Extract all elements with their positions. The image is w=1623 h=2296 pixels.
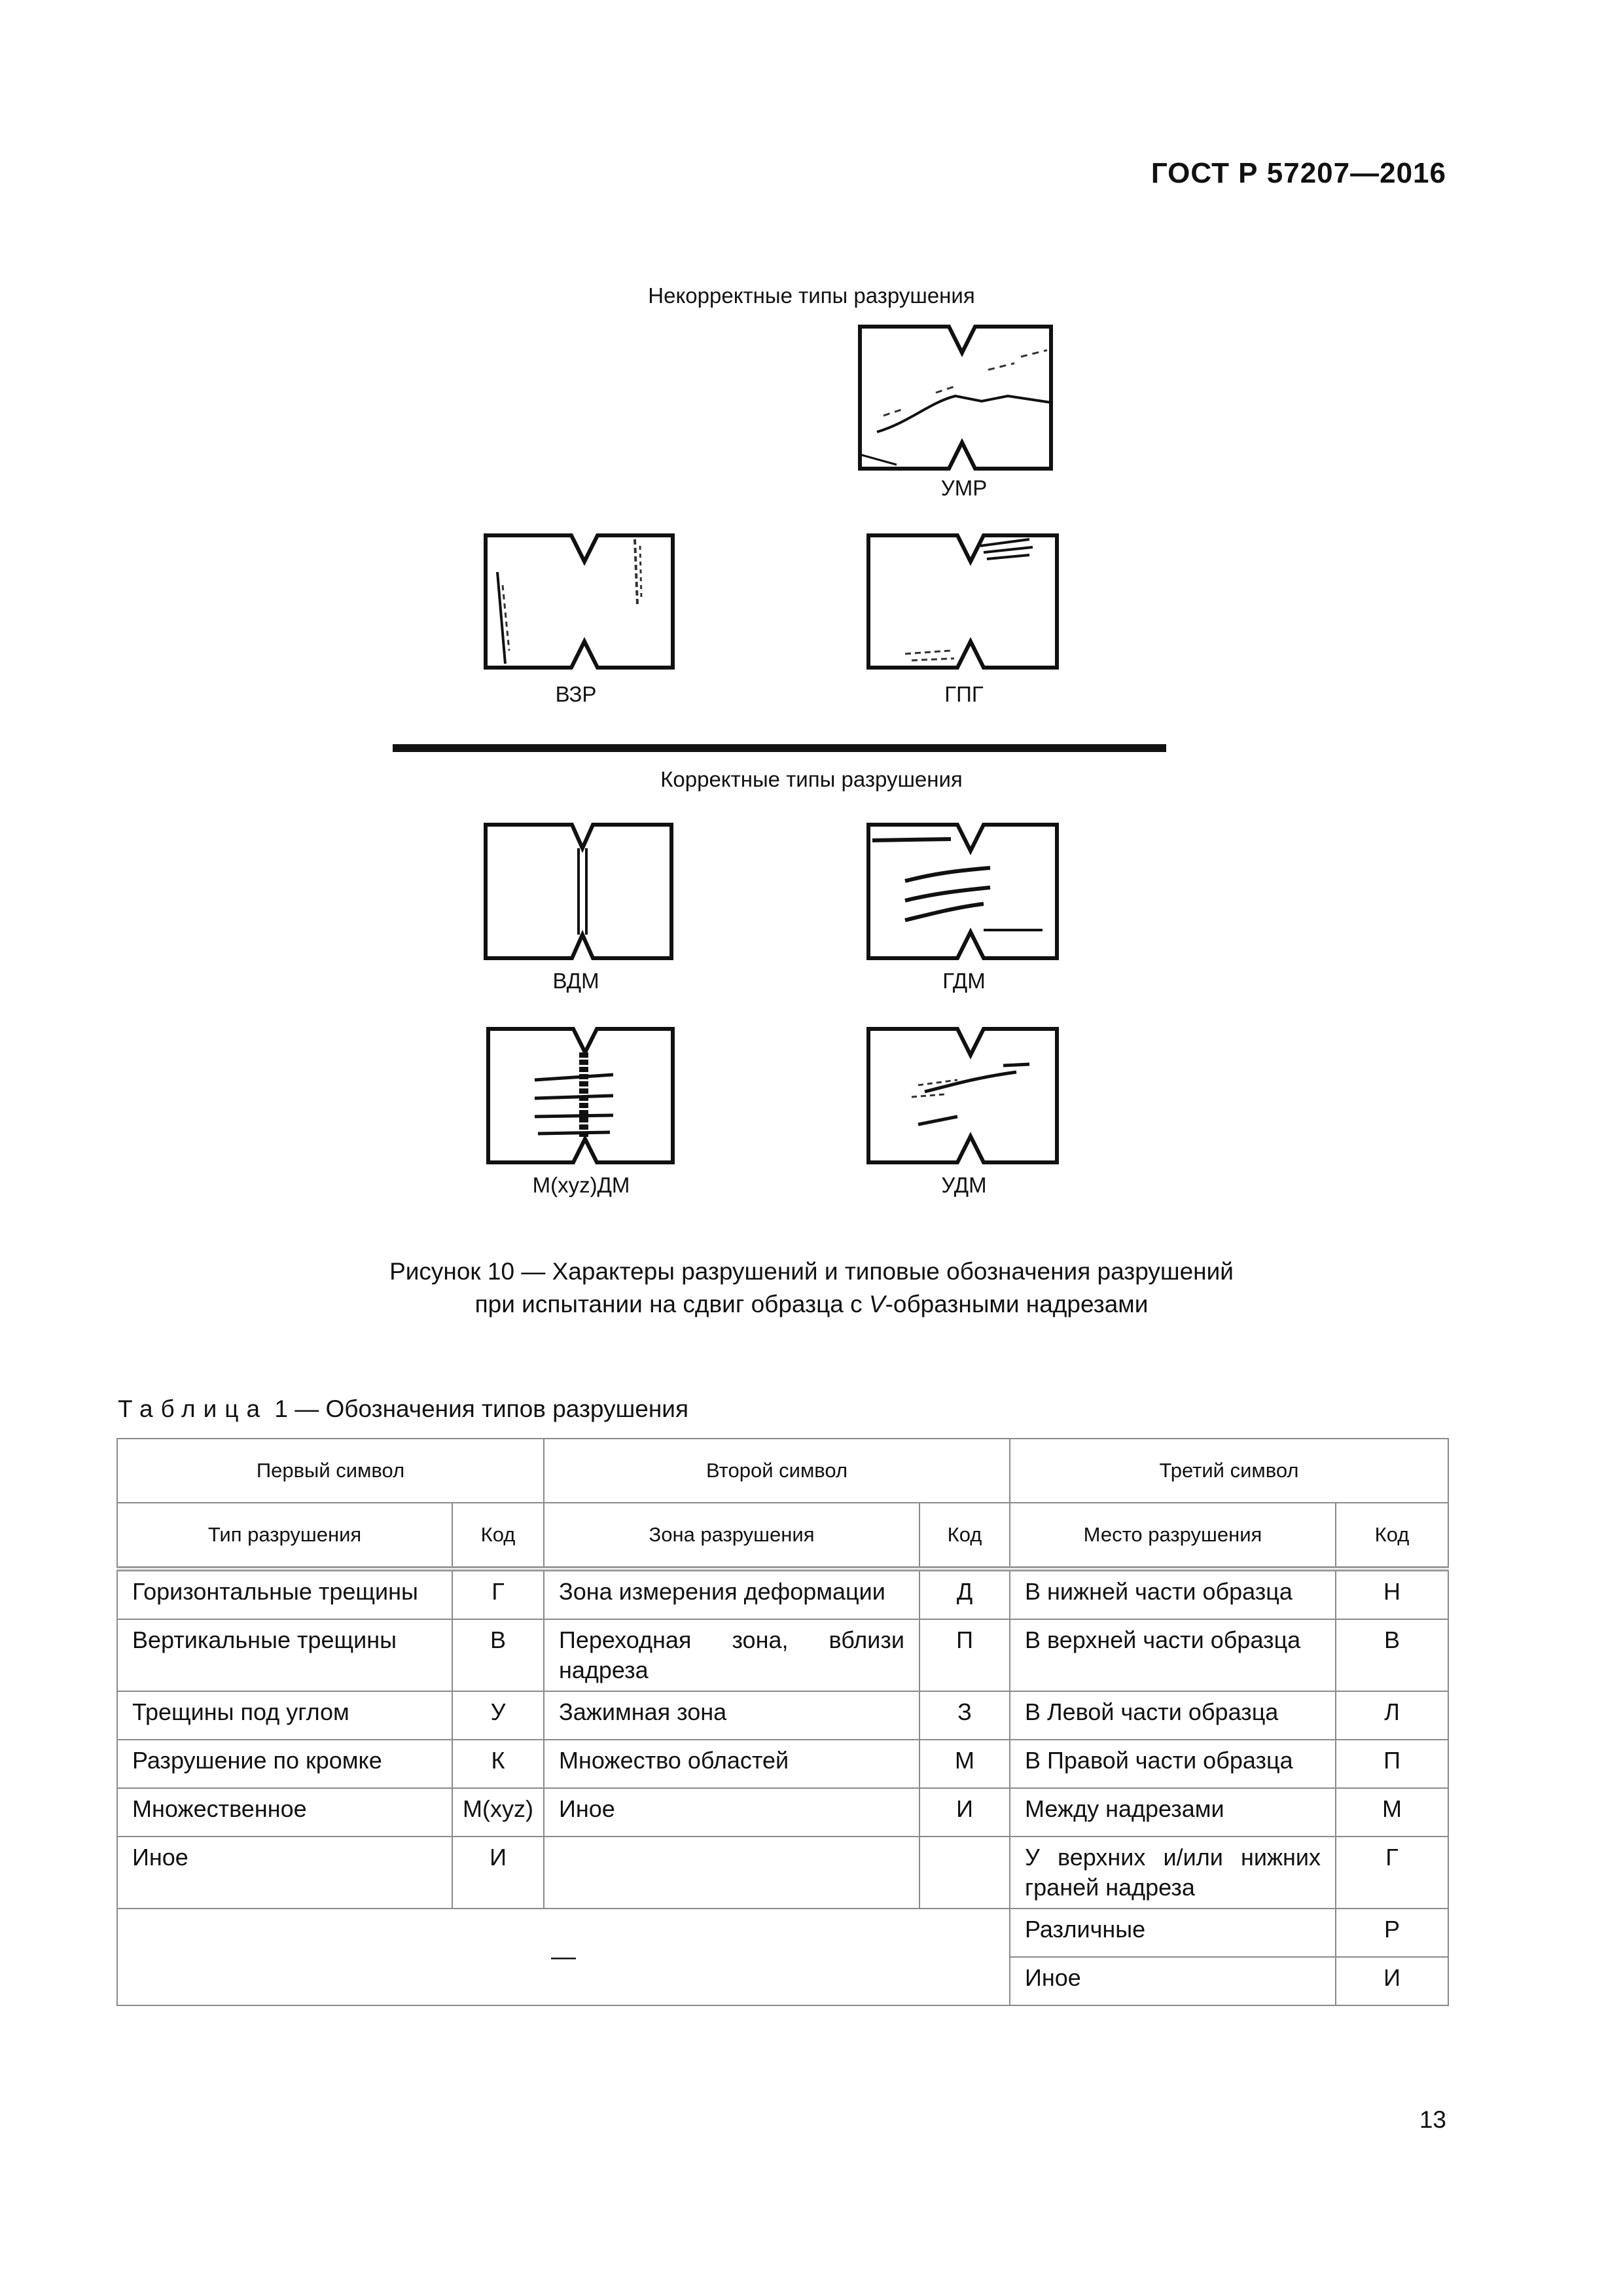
table-cell: И <box>1336 1957 1448 2005</box>
label-mxyzdm: М(xyz)ДМ <box>532 1173 630 1197</box>
specimen-gdm <box>866 822 1060 961</box>
figure-caption-line-1: Рисунок 10 — Характеры разрушений и типовые обозначения разрушений <box>389 1258 1234 1285</box>
table-row <box>117 1569 1448 1619</box>
table-cell: Зажимная зона <box>544 1691 919 1740</box>
specimen-mxyzdm <box>486 1026 675 1165</box>
table-cell: Разрушение по кромке <box>117 1740 452 1788</box>
column-header: Место разрушения <box>1010 1503 1336 1569</box>
table-row <box>117 1691 1448 1740</box>
table-cell: Горизонтальные трещины <box>117 1569 452 1619</box>
table-caption-prefix: Таблица <box>118 1395 268 1422</box>
table-cell: В верхней части образца <box>1010 1619 1336 1691</box>
table-cell <box>919 1837 1010 1909</box>
column-header: Код <box>919 1503 1010 1569</box>
column-header: Код <box>1336 1503 1448 1569</box>
table-cell: К <box>452 1740 544 1788</box>
table-cell: Множественное <box>117 1788 452 1837</box>
correct-types-title: Корректные типы разрушения <box>660 767 963 791</box>
group-header-third: Третий символ <box>1010 1439 1448 1503</box>
table-caption-title: 1 — Обозначения типов разрушения <box>268 1395 688 1422</box>
table-cell: Л <box>1336 1691 1448 1740</box>
table-cell: У верхних и/или нижних граней надреза <box>1010 1837 1336 1909</box>
figure-caption-line-2 <box>196 1288 1427 1321</box>
table-cell: П <box>1336 1740 1448 1788</box>
table-row <box>117 1788 1448 1837</box>
label-umr: УМР <box>940 476 988 500</box>
merged-dash-cell: — <box>117 1909 1010 2005</box>
table-cell: В Правой части образца <box>1010 1740 1336 1788</box>
table-cell: В <box>452 1619 544 1691</box>
table-cell: Г <box>452 1569 544 1619</box>
table-cell: В нижней части образца <box>1010 1569 1336 1619</box>
table-cell: П <box>919 1619 1010 1691</box>
table-cell: Иное <box>544 1788 919 1837</box>
page-number: 13 <box>1419 2106 1446 2133</box>
table-cell: Д <box>919 1569 1010 1619</box>
specimen-gpg <box>866 533 1060 670</box>
table-cell: Зона измерения деформации <box>544 1569 919 1619</box>
table-cell: В Левой части образца <box>1010 1691 1336 1740</box>
column-header: Код <box>452 1503 544 1569</box>
table-cell: З <box>919 1691 1010 1740</box>
table-cell <box>544 1837 919 1909</box>
table-cell: Множество областей <box>544 1740 919 1788</box>
table-cell: У <box>452 1691 544 1740</box>
table-cell: М(xyz) <box>452 1788 544 1837</box>
table-cell: Вертикальные трещины <box>117 1619 452 1691</box>
fracture-types-table <box>116 1438 1449 2006</box>
specimen-udm <box>866 1026 1060 1165</box>
table-cell: М <box>919 1740 1010 1788</box>
table-cell: Г <box>1336 1837 1448 1909</box>
table-cell: И <box>452 1837 544 1909</box>
table-cell: Трещины под углом <box>117 1691 452 1740</box>
table-cell: Р <box>1336 1909 1448 1957</box>
label-udm: УДМ <box>941 1173 987 1197</box>
figure-divider <box>393 744 1166 752</box>
table-cell: М <box>1336 1788 1448 1837</box>
label-vzr: ВЗР <box>555 682 597 706</box>
label-gpg: ГПГ <box>944 682 984 706</box>
label-gdm: ГДМ <box>942 969 986 993</box>
table-row <box>117 1619 1448 1691</box>
group-header-first: Первый символ <box>117 1439 544 1503</box>
column-header: Зона разрушения <box>544 1503 919 1569</box>
table-caption <box>118 1395 688 1423</box>
table-cell: Различные <box>1010 1909 1336 1957</box>
table-cell: Переходная зона, вблизи надреза <box>544 1619 919 1691</box>
table-cell: Между надрезами <box>1010 1788 1336 1837</box>
table-row <box>117 1909 1448 1957</box>
table-row <box>117 1740 1448 1788</box>
table-cell: Иное <box>117 1837 452 1909</box>
table-cell: В <box>1336 1619 1448 1691</box>
group-header-second: Второй символ <box>544 1439 1010 1503</box>
caption-italic: V <box>868 1291 885 1318</box>
caption-text: при испытании на сдвиг образца с <box>474 1291 869 1318</box>
specimen-vdm <box>483 822 674 961</box>
caption-text-end: -образными надрезами <box>885 1291 1149 1318</box>
incorrect-types-title: Некорректные типы разрушения <box>648 283 975 308</box>
document-header: ГОСТ Р 57207—2016 <box>1150 157 1446 189</box>
column-header: Тип разрушения <box>117 1503 452 1569</box>
table-cell: Иное <box>1010 1957 1336 2005</box>
label-vdm: ВДМ <box>552 969 599 993</box>
table-cell: И <box>919 1788 1010 1837</box>
specimen-umr <box>857 324 1054 471</box>
specimen-vzr <box>483 533 675 670</box>
table-row <box>117 1837 1448 1909</box>
table-cell: Н <box>1336 1569 1448 1619</box>
